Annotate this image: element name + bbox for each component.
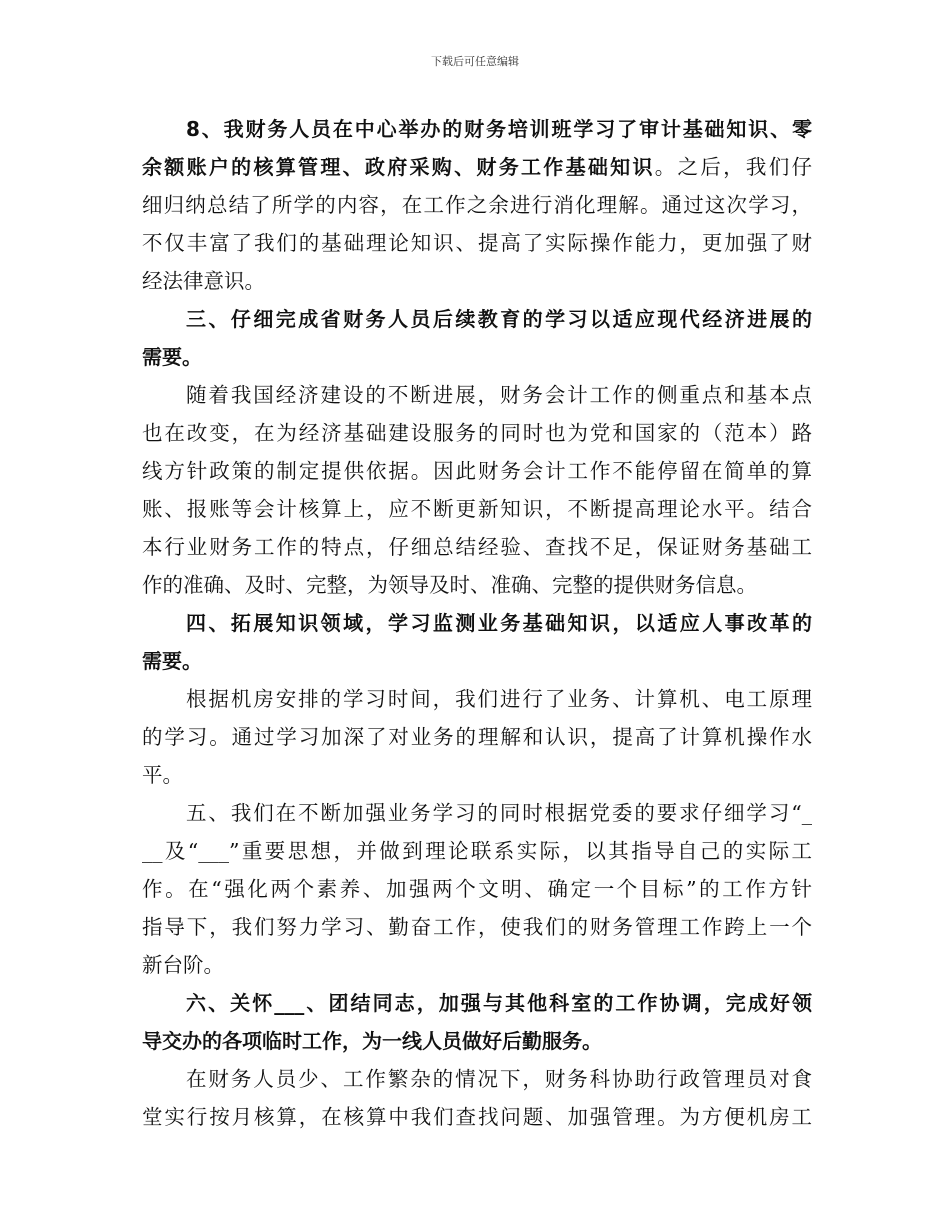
- paragraph-line: 细归纳总结了所学的内容，在工作之余进行消化理解。通过这次学习，: [142, 193, 812, 217]
- section-heading: 需要。: [142, 345, 202, 369]
- section-heading: 导交办的各项临时工作，为一线人员做好后勤服务。: [142, 1029, 602, 1053]
- section-heading: 六、关怀___、团结同志，加强与其他科室的工作协调，完成好领: [186, 991, 812, 1015]
- page-header: 下载后可任意编辑: [431, 55, 519, 68]
- paragraph-line: __及“___”重要思想，并做到理论联系实际，以其指导自己的实际工: [142, 839, 812, 863]
- paragraph-line: 线方针政策的制定提供依据。因此财务会计工作不能停留在简单的算: [142, 459, 812, 483]
- paragraph-line: 指导下，我们努力学习、勤奋工作，使我们的财务管理工作跨上一个: [142, 915, 812, 939]
- paragraph-line: 作的准确、及时、完整，为领导及时、准确、完整的提供财务信息。: [142, 573, 757, 597]
- paragraph-line: 新台阶。: [142, 953, 224, 977]
- heading-line: 8、我财务人员在中心举办的财务培训班学习了审计基础知识、零: [186, 117, 812, 141]
- paragraph-line: 也在改变，在为经济基础建设服务的同时也为党和国家的（范本）路: [142, 421, 812, 445]
- section-heading: 需要。: [142, 649, 202, 673]
- paragraph-line: 经法律意识。: [142, 269, 265, 293]
- section-heading: 四、拓展知识领域，学习监测业务基础知识，以适应人事改革的: [186, 611, 812, 635]
- paragraph-line: 不仅丰富了我们的基础理论知识、提高了实际操作能力，更加强了财: [142, 231, 812, 255]
- paragraph-line: 平。: [142, 763, 183, 787]
- paragraph-line: [142, 148, 812, 186]
- normal-span: 。之后，我们仔: [654, 155, 813, 179]
- paragraph-line: 随着我国经济建设的不断进展，财务会计工作的侧重点和基本点: [186, 383, 812, 407]
- paragraph-line: 的学习。通过学习加深了对业务的理解和认识，提高了计算机操作水: [142, 725, 812, 749]
- paragraph-line: 堂实行按月核算，在核算中我们查找问题、加强管理。为方便机房工: [142, 1105, 812, 1129]
- paragraph-line: 根据机房安排的学习时间，我们进行了业务、计算机、电工原理: [186, 687, 812, 711]
- section-heading: 三、仔细完成省财务人员后续教育的学习以适应现代经济进展的: [186, 307, 812, 331]
- paragraph-line: 作。在“强化两个素养、加强两个文明、确定一个目标”的工作方针: [142, 877, 812, 901]
- bold-span: 余额账户的核算管理、政府采购、财务工作基础知识: [142, 155, 655, 179]
- paragraph-line: 五、我们在不断加强业务学习的同时根据党委的要求仔细学习“_: [186, 801, 812, 825]
- paragraph-line: 在财务人员少、工作繁杂的情况下，财务科协助行政管理员对食: [186, 1067, 812, 1091]
- paragraph-line: 账、报账等会计核算上，应不断更新知识，不断提高理论水平。结合: [142, 497, 812, 521]
- paragraph-line: 本行业财务工作的特点，仔细总结经验、查找不足，保证财务基础工: [142, 535, 812, 559]
